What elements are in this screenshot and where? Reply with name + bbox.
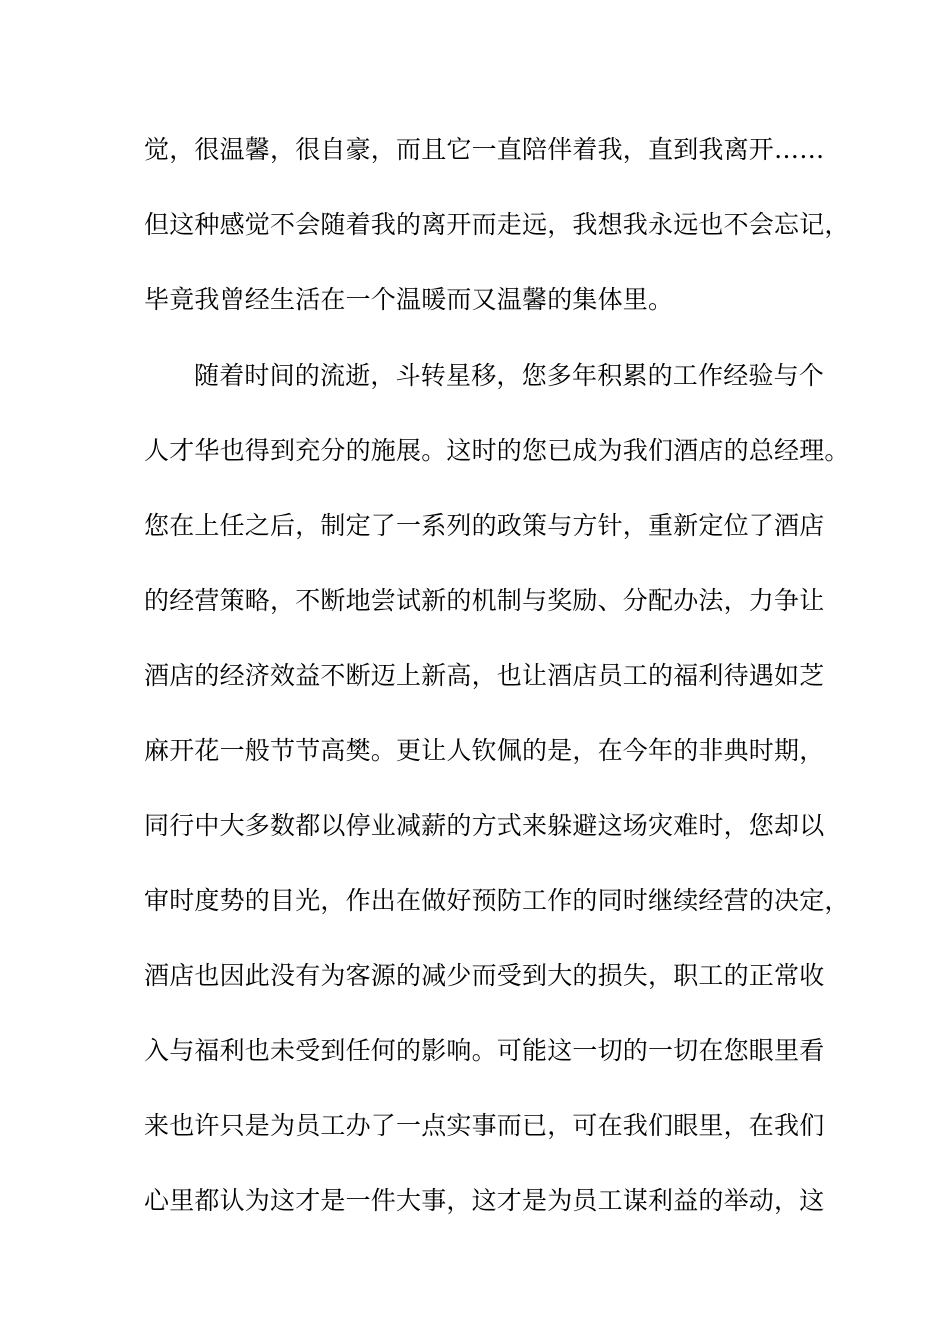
text-line-6: 您在上任之后，制定了一系列的政策与方针，重新定位了酒店 — [144, 511, 825, 540]
text-line-5: 人才华也得到充分的施展。这时的您已成为我们酒店的总经理。 — [144, 436, 850, 465]
text-line-2: 但这种感觉不会随着我的离开而走远，我想我永远也不会忘记， — [144, 210, 850, 239]
text-line-13: 入与福利也未受到任何的影响。可能这一切的一切在您眼里看 — [144, 1036, 825, 1065]
text-line-1: 觉，很温馨，很自豪，而且它一直陪伴着我，直到我离开…… — [144, 135, 825, 164]
text-line-8: 酒店的经济效益不断迈上新高，也让酒店员工的福利待遇如芝 — [144, 661, 825, 690]
text-line-7: 的经营策略，不断地尝试新的机制与奖励、分配办法，力争让 — [144, 586, 825, 615]
text-line-10: 同行中大多数都以停业减薪的方式来躲避这场灾难时，您却以 — [144, 811, 825, 840]
text-line-3: 毕竟我曾经生活在一个温暖而又温馨的集体里。 — [144, 285, 674, 314]
text-line-9: 麻开花一般节节高樊。更让人钦佩的是，在今年的非典时期， — [144, 736, 825, 765]
text-line-4: 随着时间的流逝，斗转星移，您多年积累的工作经验与个 — [194, 361, 825, 390]
text-line-14: 来也许只是为员工办了一点实事而已，可在我们眼里，在我们 — [144, 1111, 825, 1140]
text-line-11: 审时度势的目光，作出在做好预防工作的同时继续经营的决定， — [144, 886, 850, 915]
text-line-15: 心里都认为这才是一件大事，这才是为员工谋利益的举动，这 — [144, 1186, 825, 1215]
text-line-12: 酒店也因此没有为客源的减少而受到大的损失，职工的正常收 — [144, 961, 825, 990]
